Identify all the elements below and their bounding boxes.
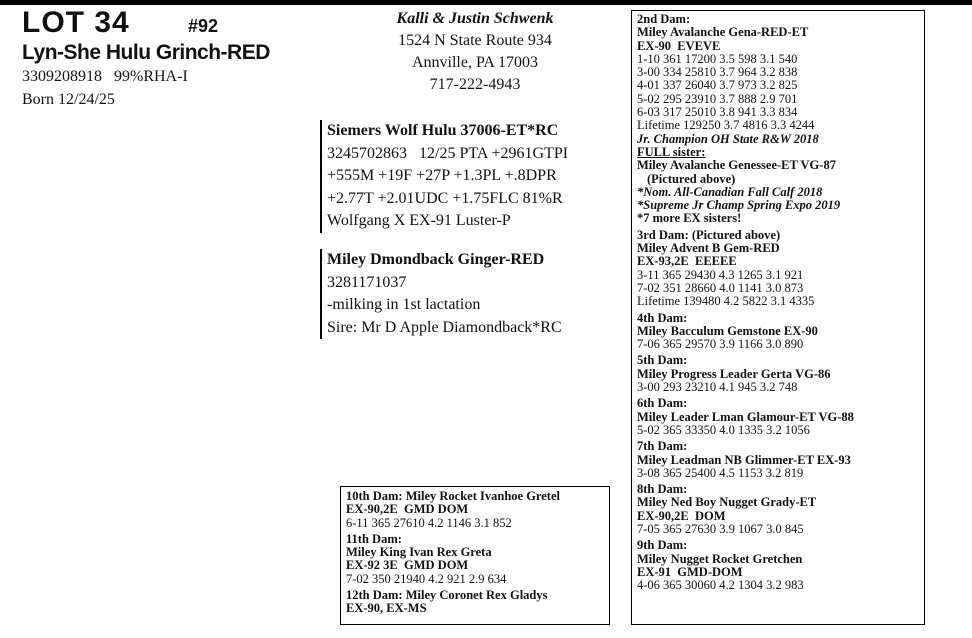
top-rule [0,0,972,5]
dam-2-section [637,13,919,226]
dam-8-score: EX-90,2E DOM [637,508,726,523]
animal-name: Lyn-She Hulu Grinch-RED [22,41,270,64]
dam-9-section [637,539,919,592]
owner-address: 1524 N State Route 934 [398,32,552,49]
dam-11-heading: 11th Dam: [346,531,402,546]
award-line: *Supreme Jr Champ Spring Expo 2019 [637,198,841,213]
record-line: 4-06 365 30060 4.2 1304 3.2 983 [637,578,804,593]
dam-3-section [637,229,919,309]
dam-8-name: Miley Ned Boy Nugget Grady-ET [637,495,817,510]
record-line: 7-06 365 29570 3.9 1166 3.0 890 [637,337,804,352]
dam-9-heading: 9th Dam: [637,538,688,553]
dam-3-name: Miley Advent B Gem-RED [637,241,780,256]
pedigree-box [631,10,925,625]
record-line: 1-10 361 17200 3.5 598 3.1 540 [637,51,798,66]
sire-line: 3245702863 12/25 PTA +2961GTPI [327,144,569,162]
dam-12-heading: 12th Dam: Miley Coronet Rex Gladys [346,588,548,603]
dam-6-name: Miley Leader Lman Glamour-ET VG-88 [637,409,854,424]
record-line: 6-03 317 25010 3.8 941 3.3 834 [637,105,798,120]
ex-sisters-note: *7 more EX sisters! [637,211,742,226]
dam-line: -milking in 1st lactation [327,296,481,313]
dam-5-heading: 5th Dam: [637,353,688,368]
dam-line: Sire: Mr D Apple Diamondback*RC [327,318,562,336]
dam-11-name: Miley King Ivan Rex Greta [346,545,492,560]
dam-12-score: EX-90, EX-MS [346,601,427,616]
record-line: 7-02 351 28660 4.0 1141 3.0 873 [637,280,804,295]
record-line: 7-02 350 21940 4.2 921 2.9 634 [346,571,507,586]
dam-6-section [637,397,919,437]
record-line: 3-11 365 29430 4.3 1265 3.1 921 [637,267,804,282]
dam-line: 3281171037 [327,273,407,291]
record-line: 5-02 365 33350 4.0 1335 3.2 1056 [637,422,810,437]
dam-10-heading: 10th Dam: Miley Rocket Ivanhoe Gretel [346,489,560,503]
dam-2-heading: 2nd Dam: [637,12,691,26]
full-sister-label: FULL sister: [637,144,706,159]
lot-number: #92 [188,16,219,36]
record-line: 7-05 365 27630 3.9 1067 3.0 845 [637,521,804,536]
dam-11-score: EX-92 3E GMD DOM [346,558,469,573]
record-line: 6-11 365 27610 4.2 1146 3.1 852 [346,515,512,530]
dam-6-heading: 6th Dam: [637,396,688,411]
dam-4-name: Miley Bacculum Gemstone EX-90 [637,323,818,338]
dam-3-score: EX-93,2E EEEEE [637,254,737,269]
sister-name: Miley Avalanche Genessee-ET VG-87 [637,158,836,173]
dam-10-score: EX-90,2E GMD DOM [346,502,469,517]
owner-phone: 717-222-4943 [429,76,521,93]
sire-name: Siemers Wolf Hulu 37006-ET*RC [327,122,559,139]
dam-8-heading: 8th Dam: [637,482,688,497]
record-line: 3-00 334 25810 3.7 964 3.2 838 [637,65,798,80]
dam-5-section [637,354,919,394]
lot-title: LOT 34 [22,6,130,39]
dam-11-section [346,533,604,586]
pictured-note: (Pictured above) [647,171,736,186]
dam-4-section [637,312,919,352]
extended-pedigree-box [340,486,610,625]
record-line: Lifetime 139480 4.2 5822 3.1 4335 [637,294,815,309]
birth-date: Born 12/24/25 [22,91,115,108]
record-line: 5-02 295 23910 3.7 888 2.9 701 [637,91,798,106]
dam-8-section [637,483,919,536]
dam-name: Miley Dmondback Ginger-RED [327,251,545,268]
record-line: 3-00 293 23210 4.1 945 3.2 748 [637,380,798,395]
record-line: 4-01 337 26040 3.7 973 3.2 825 [637,78,798,93]
dam-5-name: Miley Progress Leader Gerta VG-86 [637,366,831,381]
dam-7-name: Miley Leadman NB Glimmer-ET EX-93 [637,452,851,467]
dam-2-name: Miley Avalanche Gena-RED-ET [637,25,809,40]
dam-block [320,249,562,339]
owner-name: Kalli & Justin Schwenk [396,10,554,27]
dam-7-section [637,440,919,480]
record-line: 3-08 365 25400 4.5 1153 3.2 819 [637,465,804,480]
sire-line: Wolfgang X EX-91 Luster-P [327,212,511,229]
sire-line: +555M +19F +27P +1.3PL +.8DPR [327,167,557,184]
dam-10-section [346,490,604,530]
owner-city: Annville, PA 17003 [411,54,539,71]
record-line: Lifetime 129250 3.7 4816 3.3 4244 [637,118,815,133]
dam-2-score: EX-90 EVEVE [637,38,721,53]
award-line: Jr. Champion OH State R&W 2018 [637,131,819,146]
dam-4-heading: 4th Dam: [637,310,688,325]
sire-line: +2.77T +2.01UDC +1.75FLC 81%R [327,189,563,207]
owner-block [370,8,580,96]
sire-block [320,120,568,233]
dam-9-score: EX-91 GMD-DOM [637,564,743,579]
dam-7-heading: 7th Dam: [637,439,688,454]
registration-line: 3309208918 99%RHA-I [22,68,188,85]
dam-3-heading: 3rd Dam: (Pictured above) [637,227,781,242]
dam-12-section [346,589,604,616]
dam-9-name: Miley Nugget Rocket Gretchen [637,551,803,566]
award-line: *Nom. All-Canadian Fall Calf 2018 [637,184,823,199]
